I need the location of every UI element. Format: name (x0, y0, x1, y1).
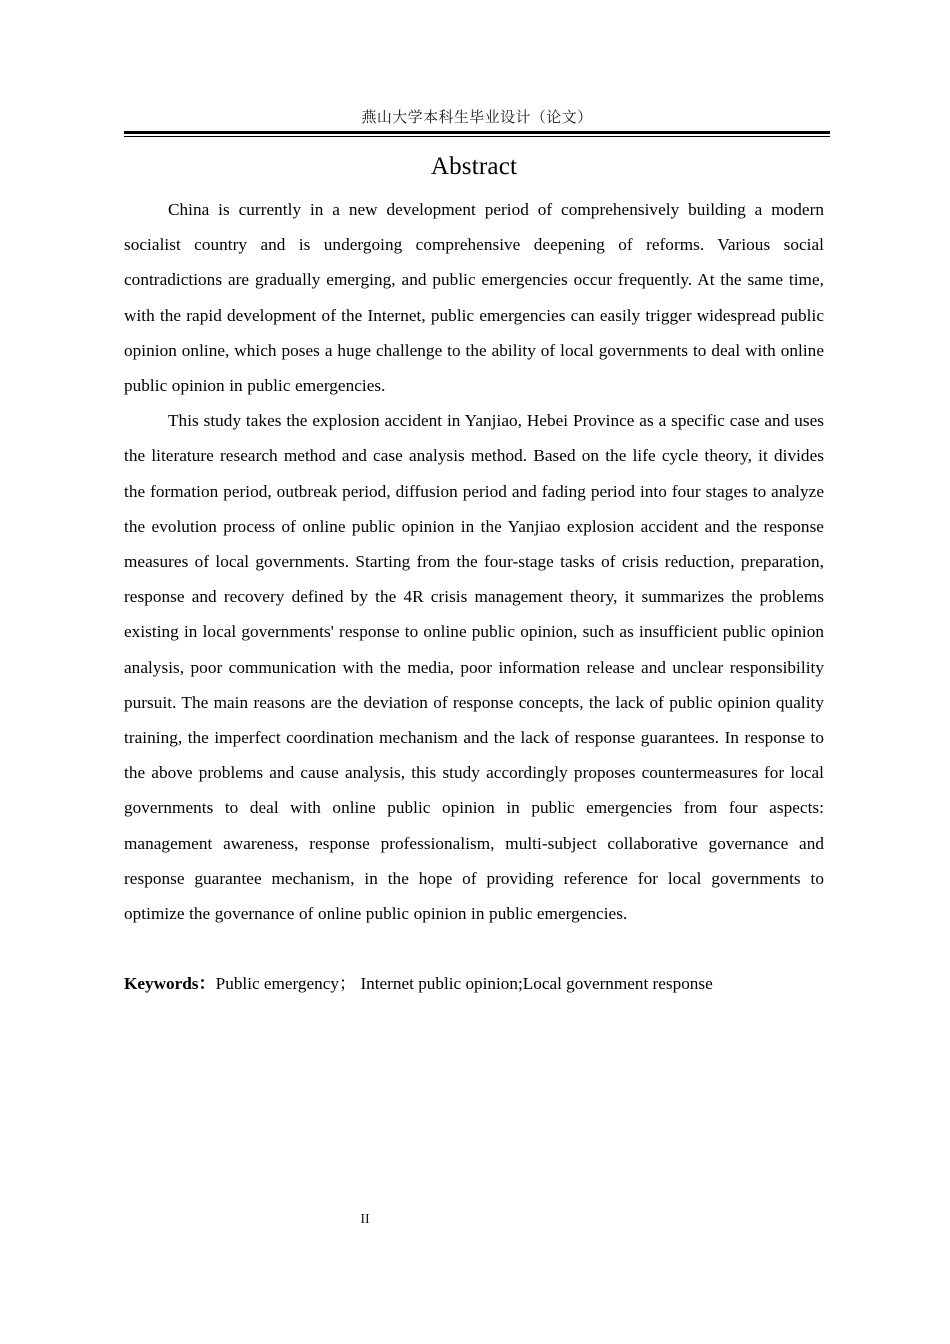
running-header-text: 燕山大学本科生毕业设计（论文） (361, 110, 593, 126)
document-content (124, 150, 824, 1001)
running-header (124, 108, 830, 128)
keywords-line (124, 966, 824, 1001)
abstract-paragraph-2: This study takes the explosion accident in Yanjiao, Hebei Province as a specific case and uses the literature research method and case analysis method. Based on the life cycle theory, it divides the formation period, outbreak period, diffusion period and fading period into four stages to analyze the evolution process of online public opinion in the Yanjiao explosion accident and the response measures of local governments. Starting from the four-stage tasks of crisis reduction, preparation, response and recovery defined by the 4R crisis management theory, it summarizes the problems existing in local governments' response to online public opinion, such as insufficient public opinion analysis, poor communication with the media, poor information release and unclear responsibility pursuit. The main reasons are the deviation of response concepts, the lack of public opinion quality training, the imperfect coordination mechanism and the lack of response guarantees. In response to the above problems and cause analysis, this study accordingly proposes countermeasures for local governments to deal with online public opinion in public emergencies from four aspects: management awareness, response professionalism, multi-subject collaborative governance and response guarantee mechanism, in the hope of providing reference for local governments to optimize the governance of online public opinion in public emergencies. (124, 411, 824, 924)
page-title: Abstract (430, 153, 518, 180)
keywords-value: Public emergency； Internet public opinion;Local government response (215, 974, 713, 994)
abstract-paragraph-1: China is currently in a new development period of comprehensively building a modern socialist country and is undergoing comprehensive deepening of reforms. Various social contradictions are gradually emerging, and public emergencies occur frequently. At the same time, with the rapid development of the Internet, public emergencies can easily trigger widespread public opinion online, which poses a huge challenge to the ability of local governments to deal with online public opinion in public emergencies. (124, 200, 824, 396)
keywords-label: Keywords： (124, 974, 216, 994)
header-divider-rule (124, 131, 830, 137)
header-rule-thin (124, 136, 830, 138)
page-number: II (360, 1212, 370, 1227)
